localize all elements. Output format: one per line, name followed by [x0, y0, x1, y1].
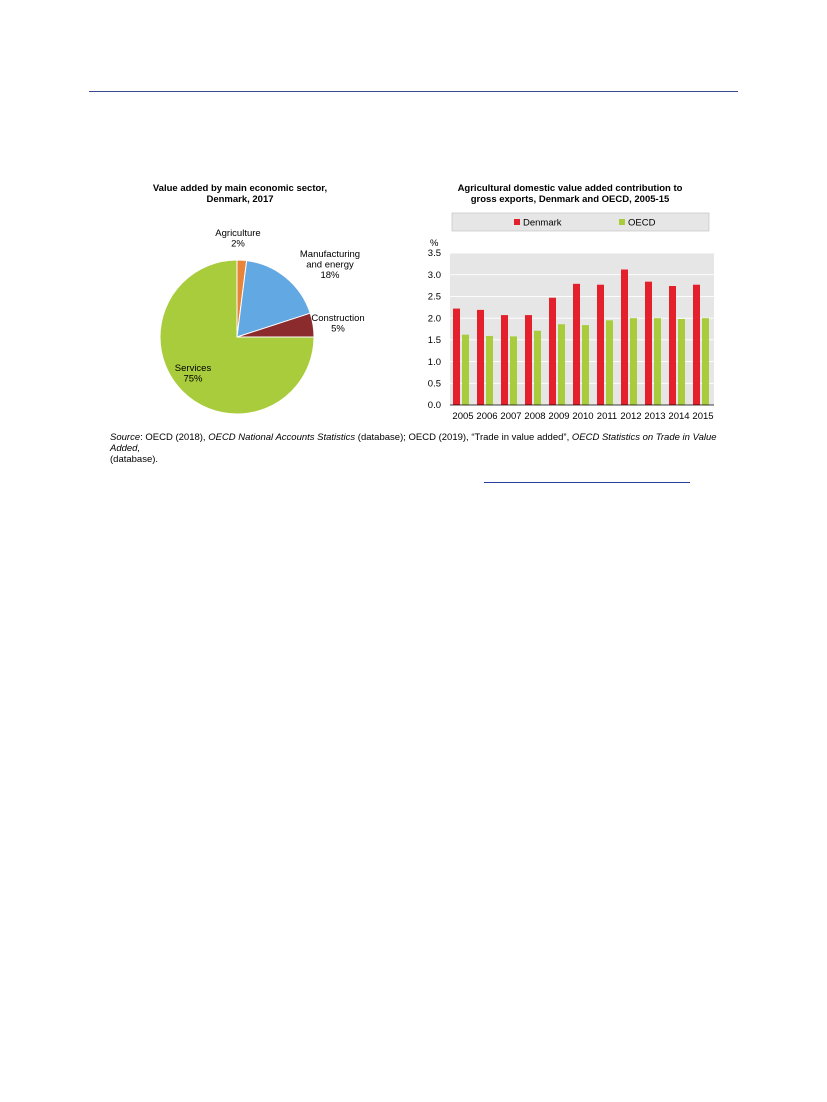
bar-oecd	[582, 325, 589, 405]
source-part: : OECD (2018),	[140, 432, 209, 443]
x-tick-label: 2015	[692, 411, 714, 422]
bar-oecd	[654, 318, 661, 405]
pie-label: Services 75%	[174, 363, 212, 385]
bar-oecd	[630, 318, 637, 405]
y-tick-label: 3.5	[427, 248, 441, 260]
x-tick-label: 2011	[596, 411, 618, 422]
bar-chart-title: Agricultural domestic value added contribution to gross exports, Denmark and OECD, 2005-15	[457, 183, 683, 205]
bar-oecd	[558, 324, 565, 405]
legend-label: OECD	[628, 217, 656, 229]
y-tick-label: 1.0	[427, 356, 441, 368]
bar-denmark	[501, 315, 508, 405]
source-part: (database); OECD (2019), “Trade in value added”,	[355, 432, 572, 443]
pie-chart-title: Value added by main economic sector, Denmark, 2017	[152, 183, 328, 205]
pie-label: Manufacturing and energy 18%	[299, 249, 361, 281]
bar-denmark	[453, 309, 460, 405]
y-tick-label: 0.0	[427, 400, 441, 412]
link-underline[interactable]	[484, 482, 690, 483]
y-tick-label: 2.0	[427, 313, 441, 325]
source-part: (database).	[110, 454, 159, 465]
x-tick-label: 2013	[644, 411, 666, 422]
bar-denmark	[597, 285, 604, 405]
x-tick-label: 2010	[572, 411, 594, 422]
header-rule	[89, 91, 738, 92]
bar-denmark	[525, 315, 532, 405]
source-part: OECD National Accounts Statistics	[208, 432, 356, 443]
bar-oecd	[486, 336, 493, 405]
x-tick-label: 2007	[500, 411, 522, 422]
bar-oecd	[462, 335, 469, 405]
x-tick-label: 2009	[548, 411, 570, 422]
legend-swatch	[514, 219, 520, 225]
bar-oecd	[606, 320, 613, 405]
y-tick-label: 2.5	[427, 291, 441, 303]
bar-denmark	[477, 310, 484, 405]
bar-denmark	[549, 298, 556, 405]
source-note: Source: OECD (2018), OECD National Accounts Statistics (database); OECD (2019), “Trade in value added”, OECD Statistics on Trade in Value Added, (database).	[110, 432, 717, 465]
x-tick-label: 2006	[476, 411, 498, 422]
y-axis-label: %	[430, 238, 439, 249]
bar-denmark	[573, 284, 580, 405]
bar-denmark	[669, 286, 676, 405]
source-part: OECD Statistics on Trade in Value Added,	[110, 432, 717, 454]
x-tick-label: 2005	[452, 411, 474, 422]
legend-label: Denmark	[523, 217, 562, 229]
bar-oecd	[534, 331, 541, 405]
x-tick-label: 2012	[620, 411, 642, 422]
pie-label: Construction 5%	[311, 313, 365, 335]
pie-label: Agriculture 2%	[215, 228, 261, 250]
y-tick-label: 0.5	[427, 378, 441, 390]
bar-denmark	[693, 285, 700, 405]
bar-chart	[410, 205, 730, 425]
x-tick-label: 2014	[668, 411, 690, 422]
y-tick-label: 1.5	[427, 335, 441, 347]
legend-swatch	[619, 219, 625, 225]
bar-oecd	[510, 336, 517, 405]
x-tick-label: 2008	[524, 411, 546, 422]
y-tick-label: 3.0	[427, 269, 441, 281]
bar-denmark	[621, 270, 628, 405]
legend-box	[452, 213, 709, 231]
bar-oecd	[678, 319, 685, 405]
pie-chart	[120, 215, 390, 420]
bar-denmark	[645, 282, 652, 405]
bar-oecd	[702, 318, 709, 405]
